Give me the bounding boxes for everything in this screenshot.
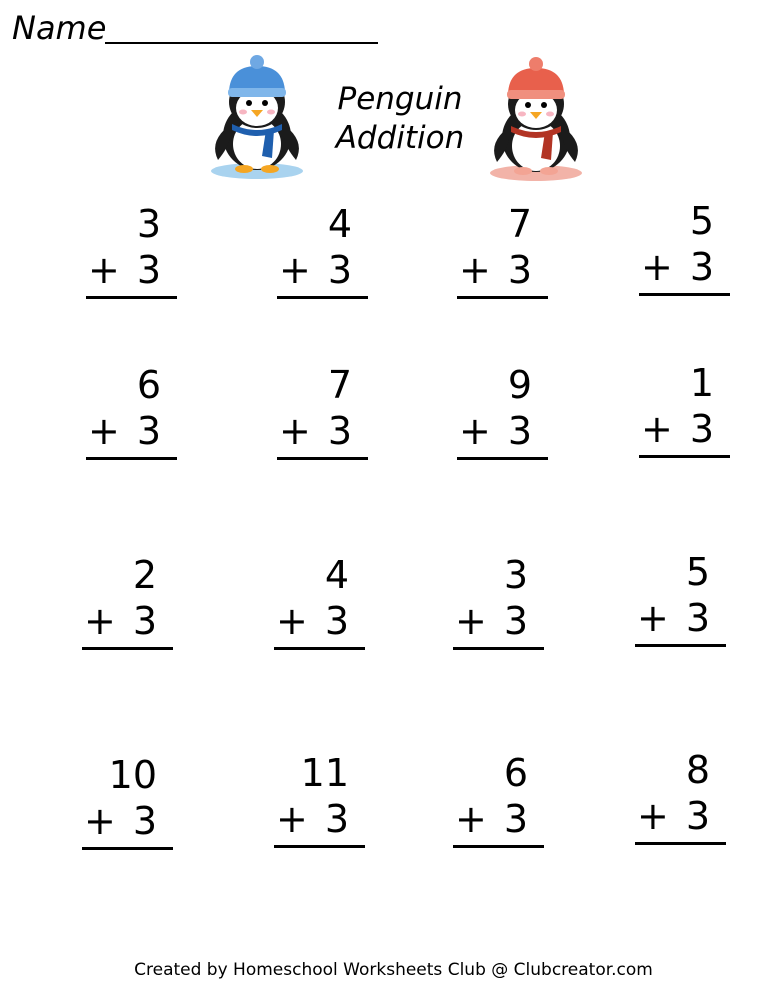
- problem-addend-bottom: 3: [324, 797, 349, 841]
- answer-line: [274, 647, 365, 650]
- title-line-2: Addition: [335, 120, 465, 156]
- plus-sign: +: [641, 245, 673, 289]
- problem-addend-top: 3: [503, 553, 528, 597]
- addition-problem-1: [86, 202, 181, 312]
- addition-problem-16: [635, 748, 730, 858]
- plus-sign: +: [455, 797, 487, 841]
- addition-problem-2: [277, 202, 372, 312]
- problem-addend-top: 6: [136, 363, 161, 407]
- answer-line: [277, 457, 368, 460]
- plus-sign: +: [637, 596, 669, 640]
- answer-line: [86, 457, 177, 460]
- addition-problem-11: [453, 553, 548, 663]
- problem-addend-bottom: 3: [685, 794, 710, 838]
- problem-addend-bottom: 3: [689, 407, 714, 451]
- answer-line: [639, 455, 730, 458]
- answer-line: [82, 647, 173, 650]
- problem-addend-top: 2: [132, 553, 157, 597]
- addition-problem-15: [453, 751, 548, 861]
- problem-addend-bottom: 3: [507, 409, 532, 453]
- problem-addend-top: 4: [324, 553, 349, 597]
- problem-addend-top: 10: [108, 753, 157, 797]
- answer-line: [453, 845, 544, 848]
- addition-problem-14: [274, 751, 369, 861]
- problem-addend-bottom: 3: [324, 599, 349, 643]
- problem-addend-top: 5: [685, 550, 710, 594]
- problem-addend-top: 8: [685, 748, 710, 792]
- problem-addend-bottom: 3: [132, 599, 157, 643]
- plus-sign: +: [84, 799, 116, 843]
- problem-addend-top: 6: [503, 751, 528, 795]
- plus-sign: +: [84, 599, 116, 643]
- addition-problem-8: [639, 361, 734, 471]
- problem-addend-bottom: 3: [503, 599, 528, 643]
- plus-sign: +: [279, 248, 311, 292]
- problem-addend-bottom: 3: [327, 248, 352, 292]
- addition-problem-4: [639, 199, 734, 309]
- addition-problem-10: [274, 553, 369, 663]
- answer-line: [82, 847, 173, 850]
- plus-sign: +: [459, 248, 491, 292]
- problem-addend-bottom: 3: [685, 596, 710, 640]
- plus-sign: +: [276, 599, 308, 643]
- answer-line: [277, 296, 368, 299]
- plus-sign: +: [459, 409, 491, 453]
- problem-addend-top: 3: [136, 202, 161, 246]
- problem-addend-bottom: 3: [327, 409, 352, 453]
- problem-addend-bottom: 3: [132, 799, 157, 843]
- footer-credit: Created by Homeschool Worksheets Club @ Clubcreator.com: [134, 960, 653, 980]
- name-label: Name: [12, 9, 107, 47]
- plus-sign: +: [279, 409, 311, 453]
- worksheet-title: [320, 80, 480, 158]
- problem-addend-bottom: 3: [136, 409, 161, 453]
- plus-sign: +: [88, 248, 120, 292]
- problem-addend-top: 5: [689, 199, 714, 243]
- answer-line: [635, 644, 726, 647]
- answer-line: [453, 647, 544, 650]
- penguin-red-hat-icon: [487, 54, 587, 182]
- problem-addend-top: 7: [507, 202, 532, 246]
- answer-line: [639, 293, 730, 296]
- addition-problem-12: [635, 550, 730, 660]
- plus-sign: +: [88, 409, 120, 453]
- problem-addend-top: 1: [689, 361, 714, 405]
- problem-addend-top: 11: [300, 751, 349, 795]
- problem-addend-bottom: 3: [503, 797, 528, 841]
- penguin-blue-hat-icon: [208, 52, 308, 180]
- name-write-line: [105, 42, 378, 44]
- answer-line: [635, 842, 726, 845]
- problem-addend-bottom: 3: [136, 248, 161, 292]
- answer-line: [457, 457, 548, 460]
- title-line-1: Penguin: [337, 81, 463, 117]
- problem-addend-top: 4: [327, 202, 352, 246]
- plus-sign: +: [641, 407, 673, 451]
- plus-sign: +: [276, 797, 308, 841]
- addition-problem-13: [82, 753, 177, 863]
- addition-problem-5: [86, 363, 181, 473]
- addition-problem-6: [277, 363, 372, 473]
- problem-addend-top: 9: [507, 363, 532, 407]
- addition-problem-9: [82, 553, 177, 663]
- answer-line: [274, 845, 365, 848]
- problem-addend-bottom: 3: [507, 248, 532, 292]
- problem-addend-top: 7: [327, 363, 352, 407]
- addition-problem-7: [457, 363, 552, 473]
- addition-problem-3: [457, 202, 552, 312]
- problem-addend-bottom: 3: [689, 245, 714, 289]
- answer-line: [457, 296, 548, 299]
- plus-sign: +: [637, 794, 669, 838]
- answer-line: [86, 296, 177, 299]
- plus-sign: +: [455, 599, 487, 643]
